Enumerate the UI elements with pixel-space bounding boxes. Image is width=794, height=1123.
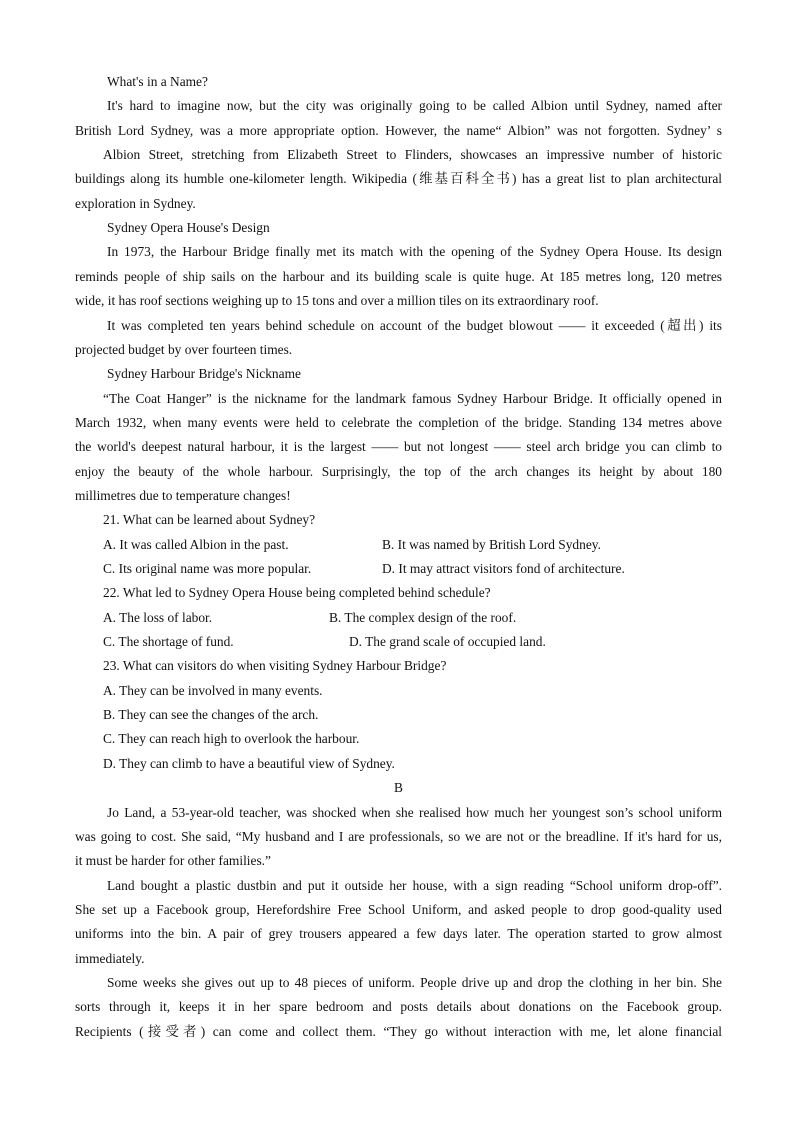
answer-option: D. The grand scale of occupied land.: [349, 634, 546, 650]
answer-option: B. They can see the changes of the arch.: [103, 707, 319, 723]
passage-line: buildings along its humble one-kilometer length. Wikipedia (维基百科全书) has a great list to plan architectural: [75, 171, 722, 187]
passage-line: sorts through it, keeps it in her spare bedroom and posts details about donations on the Facebook group.: [75, 999, 722, 1015]
answer-option: B. The complex design of the roof.: [329, 609, 517, 625]
answer-option: A. It was called Albion in the past.: [103, 536, 289, 552]
answer-option: C. The shortage of fund.: [103, 634, 234, 650]
passage-line: Jo Land, a 53-year-old teacher, was shocked when she realised how much her youngest son’s school uniform: [107, 804, 722, 820]
passage-line: the world's deepest natural harbour, it is the largest —— but not longest —— steel arch bridge you can climb to: [75, 439, 722, 455]
passage-line: British Lord Sydney, was a more appropriate option. However, the name“ Albion” was not forgotten. Sydney’ s: [75, 122, 722, 138]
answer-option: C. Its original name was more popular.: [103, 561, 312, 576]
passage-line: In 1973, the Harbour Bridge finally met its match with the opening of the Sydney Opera House. Its design: [107, 244, 722, 260]
answer-option: D. They can climb to have a beautiful view of Sydney.: [103, 755, 395, 771]
passage-line: Some weeks she gives out up to 48 pieces of uniform. People drive up and drop the clothing in her bin. She: [107, 974, 722, 990]
passage-line: immediately.: [75, 950, 145, 966]
passage-line: exploration in Sydney.: [75, 195, 196, 211]
passage-line: Sydney Harbour Bridge's Nickname: [107, 366, 301, 382]
passage-line: “The Coat Hanger” is the nickname for the landmark famous Sydney Harbour Bridge. It officially opened in: [103, 390, 722, 406]
passage-line: Land bought a plastic dustbin and put it outside her house, with a sign reading “School uniform drop-off”.: [107, 877, 722, 893]
passage-line: uniforms into the bin. A pair of grey trousers appeared a few days later. The operation started to grow almost: [75, 926, 722, 942]
passage-line: was going to cost. She said, “My husband and I are professionals, so we are not or the breadline. If it's hard for us,: [75, 828, 722, 844]
passage-line: projected budget by over fourteen times.: [75, 341, 293, 357]
answer-option: A. They can be involved in many events.: [103, 682, 323, 698]
passage-line: She set up a Facebook group, Herefordshire Free School Uniform, and asked people to drop good-quality used: [75, 901, 722, 917]
answer-option: A. The loss of labor.: [103, 609, 213, 625]
passage-line: wide, it has roof sections weighing up to 15 tons and over a million tiles on its extraordinary roof.: [75, 293, 599, 309]
passage-line: It's hard to imagine now, but the city was originally going to be called Albion until Sydney, named after: [107, 98, 722, 114]
answer-option: D. It may attract visitors fond of architecture.: [382, 561, 625, 576]
passage-line: reminds people of ship sails on the harbour and its building scale is quite huge. At 185 metres long, 120 metres: [75, 268, 722, 284]
question-stem: 22. What led to Sydney Opera House being completed behind schedule?: [103, 585, 491, 601]
passage-line: enjoy the beauty of the whole harbour. Surprisingly, the top of the arch changes its height by about 180: [75, 463, 722, 479]
passage-line: it must be harder for other families.”: [75, 853, 271, 869]
answer-option: B. It was named by British Lord Sydney.: [382, 536, 601, 552]
passage-line: Sydney Opera House's Design: [107, 220, 270, 236]
passage-line: millimetres due to temperature changes!: [75, 487, 291, 503]
passage-line: March 1932, when many events were held to celebrate the completion of the bridge. Standing 134 metres above: [75, 414, 722, 430]
section-heading: B: [394, 780, 403, 796]
question-stem: 21. What can be learned about Sydney?: [103, 512, 316, 528]
answer-option: C. They can reach high to overlook the harbour.: [103, 731, 360, 747]
question-stem: 23. What can visitors do when visiting Sydney Harbour Bridge?: [103, 658, 447, 674]
passage-line: It was completed ten years behind schedule on account of the budget blowout —— it exceeded (超出) its: [107, 317, 722, 333]
passage-line: Albion Street, stretching from Elizabeth Street to Flinders, showcases an impressive number of historic: [103, 147, 722, 163]
passage-line: Recipients (接受者) can come and collect them. “They go without interaction with me, let alone financial: [75, 1023, 722, 1039]
passage-line: What's in a Name?: [107, 74, 208, 89]
